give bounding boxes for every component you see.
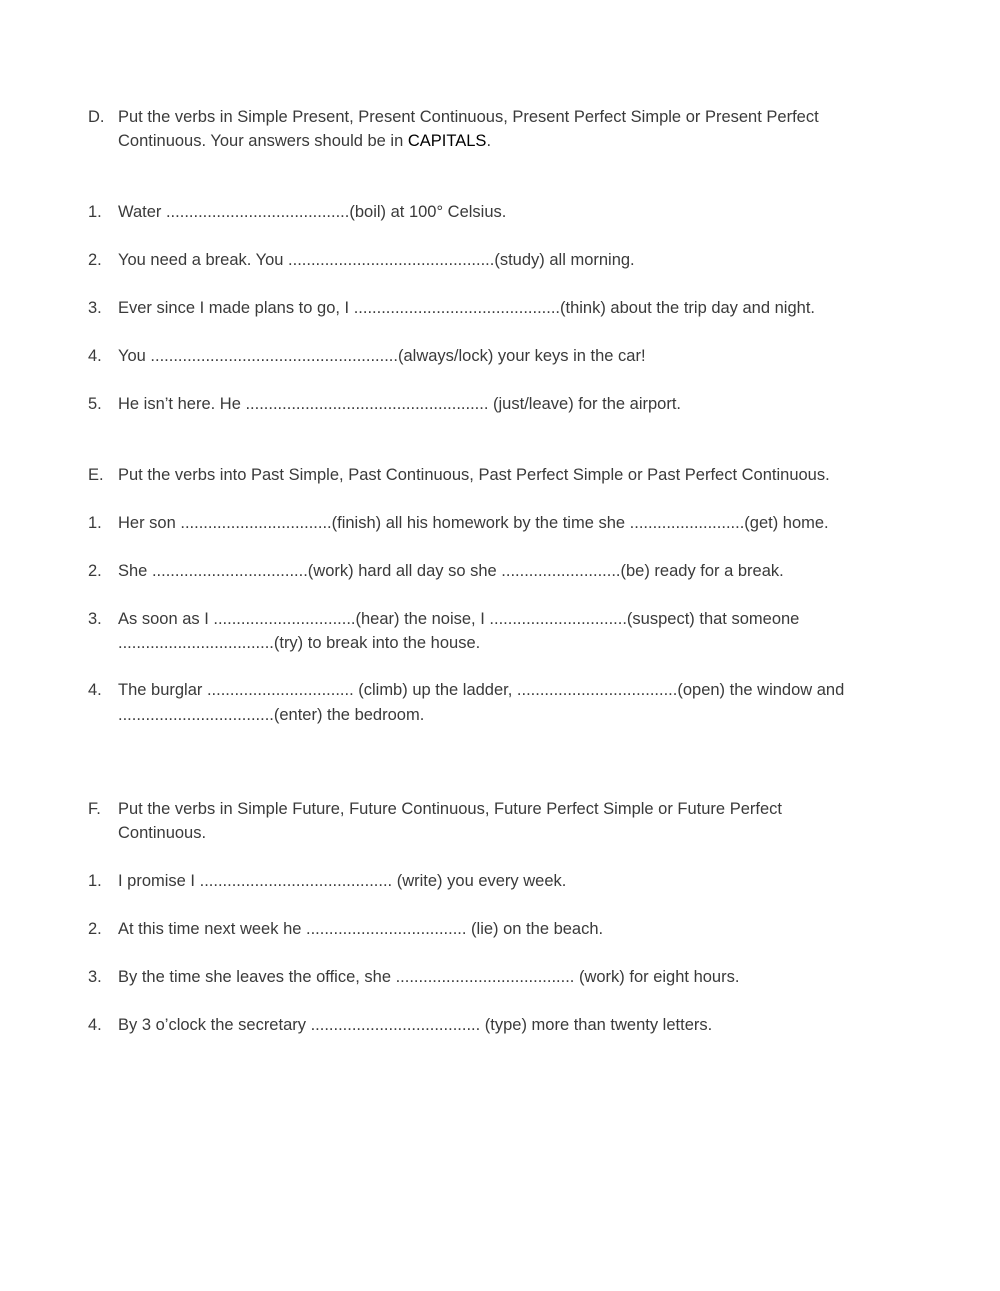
item-text: By 3 o’clock the secretary ..................................... (type) more than twenty letters. bbox=[118, 1016, 713, 1034]
section-d-instruction-line2-end: . bbox=[486, 132, 492, 150]
item-text: Ever since I made plans to go, I .............................................(think) about the trip day and night. bbox=[118, 299, 815, 317]
item-text: I promise I .......................................... (write) you every week. bbox=[118, 872, 567, 890]
section-d-instruction-line2-start: Continuous. Your answers should be in bbox=[118, 132, 408, 150]
section-e-instruction: Put the verbs into Past Simple, Past Continuous, Past Perfect Simple or Past Perfect Continuous. bbox=[118, 466, 830, 484]
item-number: 1. bbox=[88, 872, 102, 890]
section-d-instruction-line1: Put the verbs in Simple Present, Present Continuous, Present Perfect Simple or Present Perfect bbox=[118, 108, 819, 126]
item-text: You need a break. You .............................................(study) all morning. bbox=[118, 251, 635, 269]
item-text: She ..................................(work) hard all day so she ..........................(be) ready for a break. bbox=[118, 562, 784, 580]
section-f-instruction-line2: Continuous. bbox=[118, 824, 207, 842]
section-d-instruction-line2 bbox=[118, 129, 491, 153]
item-text: As soon as I ...............................(hear) the noise, I ..............................(suspect) that someone bbox=[118, 610, 800, 628]
item-text: He isn’t here. He ..................................................... (just/leave) for the airport. bbox=[118, 395, 682, 413]
item-number: 4. bbox=[88, 1016, 102, 1034]
item-number: 5. bbox=[88, 395, 102, 413]
item-text-cont: ..................................(enter) the bedroom. bbox=[118, 706, 425, 724]
item-text: The burglar ................................ (climb) up the ladder, ...................................(open) the window and bbox=[118, 681, 845, 699]
item-text: By the time she leaves the office, she ....................................... (work) for eight hours. bbox=[118, 968, 740, 986]
item-text-cont: ..................................(try) to break into the house. bbox=[118, 634, 481, 652]
item-number: 3. bbox=[88, 610, 102, 628]
item-text: Her son .................................(finish) all his homework by the time she .........................(get) home. bbox=[118, 514, 829, 532]
item-number: 1. bbox=[88, 514, 102, 532]
item-number: 2. bbox=[88, 251, 102, 269]
item-text: You ......................................................(always/lock) your keys in the car! bbox=[118, 347, 646, 365]
item-number: 2. bbox=[88, 920, 102, 938]
section-f-instruction-line1: Put the verbs in Simple Future, Future Continuous, Future Perfect Simple or Future Perfect bbox=[118, 800, 782, 818]
item-number: 3. bbox=[88, 299, 102, 317]
item-number: 4. bbox=[88, 347, 102, 365]
capitals-emphasis: CAPITALS bbox=[407, 132, 487, 150]
section-e-letter: E. bbox=[88, 466, 104, 484]
section-d-letter: D. bbox=[88, 108, 105, 126]
item-text: Water ........................................(boil) at 100° Celsius. bbox=[118, 203, 507, 221]
section-f-letter: F. bbox=[88, 800, 101, 818]
item-text: At this time next week he ................................... (lie) on the beach. bbox=[118, 920, 604, 938]
item-number: 2. bbox=[88, 562, 102, 580]
item-number: 4. bbox=[88, 681, 102, 699]
item-number: 3. bbox=[88, 968, 102, 986]
item-number: 1. bbox=[88, 203, 102, 221]
